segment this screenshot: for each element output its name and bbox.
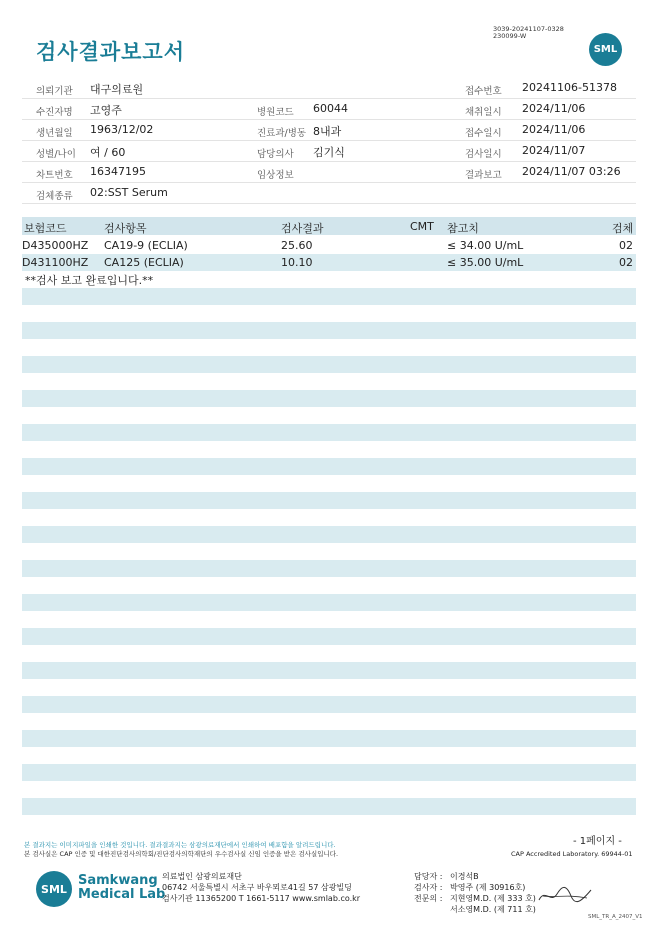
row-stripe [22,458,636,475]
value-doctor: 김기식 [313,146,345,159]
info-row-1 [22,78,636,99]
label-dept-ward: 진료과/병동 [257,128,307,139]
form-code: SML_TR_A_2407_V1 [588,914,643,920]
staff-list [414,871,536,915]
result-row [22,237,636,254]
completion-note: **검사 보고 완료입니다.** [25,274,154,287]
row-stripe [22,288,636,305]
result-row [22,254,636,271]
sml-logo-bottom-text: SML [41,882,67,896]
result-specimen: 02 [619,239,633,252]
row-stripe [22,628,636,645]
value-specimen-type: 02:SST Serum [90,186,168,199]
row-stripe [22,356,636,373]
org-contact: 검사기관 11365200 T 1661-5117 www.smlab.co.kr [162,894,361,903]
row-stripe [22,594,636,611]
signature-image [537,882,593,908]
staff-row [414,893,536,904]
brand-line2: Medical Lab [78,887,166,902]
label-sex-age: 성별/나이 [36,149,76,160]
row-stripe [22,492,636,509]
value-tested: 2024/11/07 [522,144,586,157]
label-reported: 결과보고 [465,170,502,181]
result-specimen: 02 [619,256,633,269]
header-insurance-code: 보험코드 [24,222,67,235]
label-chart-no: 차트번호 [36,170,73,181]
result-value: 25.60 [281,239,313,252]
staff-label: 검사자 : [414,883,443,892]
value-birth: 1963/12/02 [90,123,154,136]
document-id [493,26,564,40]
row-stripe [22,424,636,441]
result-code: D431100HZ [22,256,89,269]
staff-row [414,904,536,915]
value-hospital-code: 60044 [313,102,348,115]
result-reference: ≤ 34.00 U/mL [447,239,524,252]
row-stripe [22,322,636,339]
info-row-3 [22,120,636,141]
row-stripe [22,764,636,781]
value-receipt-no: 20241106-51378 [522,81,617,94]
staff-label: 전문의 : [414,894,443,903]
cap-accreditation: CAP Accredited Laboratory. 69944-01 [511,850,633,858]
value-collected: 2024/11/06 [522,102,586,115]
value-sex-age: 여 / 60 [90,146,126,159]
header-test-result: 검사결과 [281,222,324,235]
value-institution: 대구의료원 [90,83,144,96]
result-item: CA125 (ECLIA) [104,256,184,269]
row-stripe [22,798,636,815]
result-code: D435000HZ [22,239,89,252]
info-row-6 [22,183,636,204]
brand-name [78,874,165,902]
result-reference: ≤ 35.00 U/mL [447,256,524,269]
document-id-line1: 3039-20241107-0328 [493,25,564,33]
staff-value: 지현영M.D. (제 333 호) [450,894,536,903]
staff-row [414,871,536,882]
org-name: 의료법인 삼광의료재단 [162,872,242,881]
info-row-4 [22,141,636,162]
label-doctor: 담당의사 [257,149,294,160]
label-hospital-code: 병원코드 [257,107,294,118]
footer-note-line1: 본 결과지는 이미지파일을 인쇄한 것입니다. 결과결과지는 삼광의료재단에서 인쇄하여 배포함을 알려드립니다. [24,841,336,849]
label-received: 접수일시 [465,128,502,139]
staff-label: 담당자 : [414,872,443,881]
sml-logo [589,33,622,66]
header-cmt: CMT [410,220,434,233]
header-specimen: 검체 [612,222,634,235]
footer-note-line2: 본 검사실은 CAP 인증 및 대한진단검사의학회/진단검사의학재단의 우수검사실 신임 인증을 받은 검사실입니다. [24,850,339,858]
header-reference: 참고치 [447,222,479,235]
report-title: 검사결과보고서 [36,40,186,64]
label-tested: 검사일시 [465,149,502,160]
label-receipt-no: 접수번호 [465,86,502,97]
value-dept-ward: 8내과 [313,125,342,138]
label-institution: 의뢰기관 [36,86,73,97]
sml-logo-bottom [36,871,72,907]
staff-value: 서소영M.D. (제 711 호) [450,905,536,914]
row-stripe [22,696,636,713]
row-stripe [22,560,636,577]
value-patient-name: 고영주 [90,104,122,117]
staff-value: 박영주 (제 30916호) [450,883,526,892]
organization-address [162,871,360,904]
label-collected: 채취일시 [465,107,502,118]
brand-line1: Samkwang [78,873,158,888]
row-stripe [22,526,636,543]
info-row-5 [22,162,636,183]
label-patient-name: 수진자명 [36,107,73,118]
page-indicator: - 1페이지 - [573,836,622,847]
org-address: 06742 서울특별시 서초구 바우뫼로41길 57 삼광빌딩 [162,883,352,892]
sml-logo-text: SML [593,44,618,55]
staff-row [414,882,536,893]
info-row-2 [22,99,636,120]
value-reported: 2024/11/07 03:26 [522,165,621,178]
row-stripe [22,390,636,407]
label-clinical-info: 임상정보 [257,170,294,181]
label-birth: 생년월일 [36,128,73,139]
document-id-line2: 230099-W [493,32,527,40]
result-value: 10.10 [281,256,313,269]
row-stripe [22,730,636,747]
results-header [22,217,636,235]
header-test-item: 검사항목 [104,222,147,235]
label-specimen-type: 검체종류 [36,191,73,202]
result-item: CA19-9 (ECLIA) [104,239,188,252]
staff-value: 이경석B [450,872,479,881]
value-chart-no: 16347195 [90,165,146,178]
value-received: 2024/11/06 [522,123,586,136]
row-stripe [22,662,636,679]
